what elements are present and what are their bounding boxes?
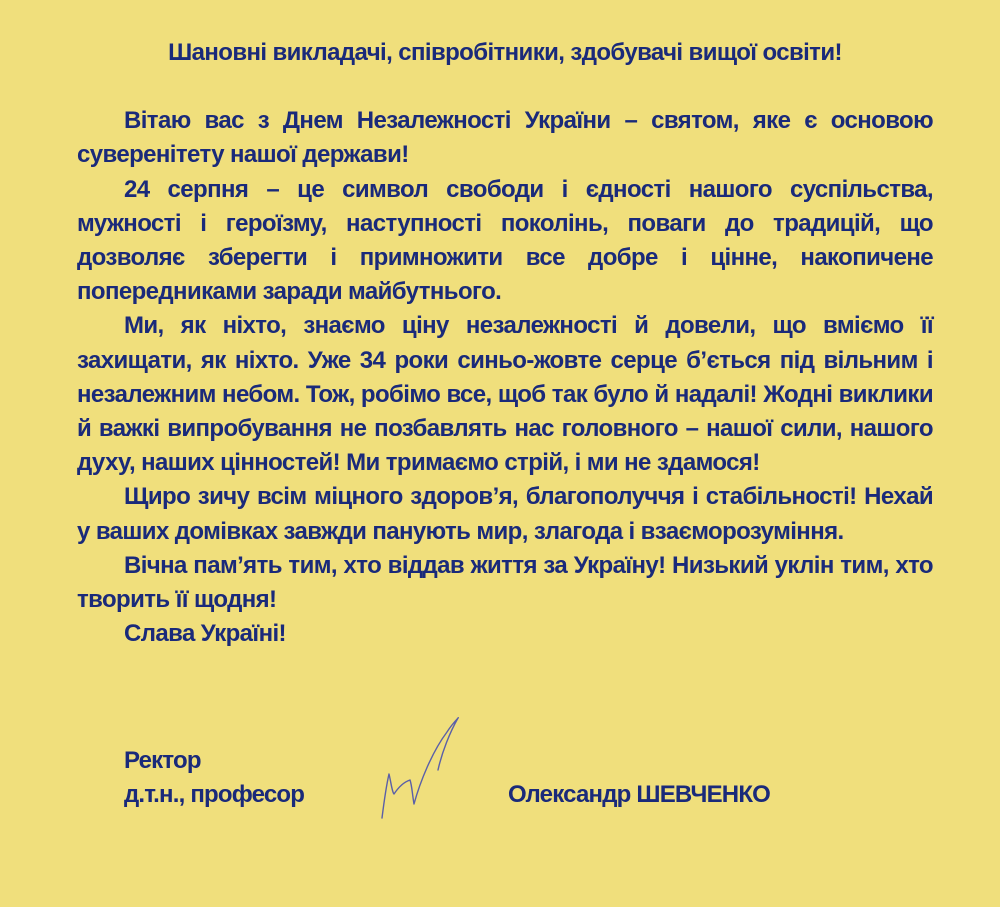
closing-line: Слава Україні!: [124, 620, 286, 648]
letter-body: [77, 36, 933, 651]
paragraph-2: 24 серпня – це символ свободи і єдності нашого суспільства, мужності і героїзму, наступності поколінь, поваги до традицій, що дозволяє зберегти і примножити все добре і цінне, накопичене попередниками заради майбутнього.: [77, 175, 933, 306]
paragraph-5: Вічна пам’ять тим, хто віддав життя за Україну! Низький уклін тим, хто творить її щодня!: [77, 551, 933, 614]
paragraph-3: Ми, як ніхто, знаємо ціну незалежності й довели, що вміємо її захищати, як ніхто. Уже 34 роки синьо-жовте серце б’ється під вільним і незалежним небом. Тож, робімо все, щоб так було й надалі! Жодні виклики й важкі випробування не позбавлять нас головного – нашої сили, нашого духу, наших цінностей! Ми тримаємо стрій, і ми не здамося!: [77, 312, 933, 477]
greeting: Шановні викладачі, співробітники, здобувачі вищої освіти!: [168, 39, 842, 66]
signer-name: Олександр ШЕВЧЕНКО: [508, 781, 771, 808]
handwritten-signature: [372, 712, 492, 822]
signer-title: Ректор: [124, 747, 201, 774]
paragraph-4: Щиро зичу всім міцного здоров’я, благополуччя і стабільності! Нехай у ваших домівках завжди панують мир, злагода і взаєморозуміння.: [77, 483, 933, 545]
signer-degree: д.т.н., професор: [124, 781, 305, 808]
paragraph-1: Вітаю вас з Днем Незалежності України – святом, яке є основою суверенітету нашої держави!: [77, 107, 933, 169]
